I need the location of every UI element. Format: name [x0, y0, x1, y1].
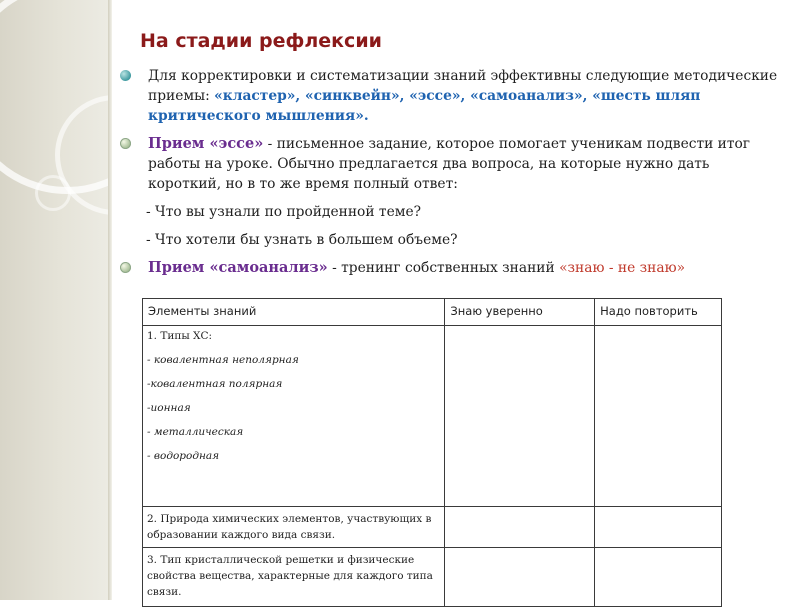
header-know-confidently: Знаю уверенно: [445, 299, 595, 326]
paragraph-text: - письменное задание, которое помогает ученикам подвести итог работы на уроке. Обычно предлагается два вопроса, на которые нужно дать короткий, но в то же время полный ответ:: [148, 136, 751, 192]
bullet-icon: [120, 262, 131, 273]
essay-heading: Прием «эссе»: [148, 135, 264, 152]
bullet-icon: [120, 70, 131, 81]
paragraph-self-analysis: [118, 258, 778, 278]
row-3-text: 3. Тип кристаллической решетки и физические свойства вещества, характерные для каждого типа связи.: [147, 554, 433, 598]
list-item: -ионная: [147, 402, 191, 414]
list-item: - металлическая: [147, 426, 244, 438]
list-item: - водородная: [147, 450, 220, 462]
question-2: - Что хотели бы узнать в большем объеме?: [146, 232, 458, 248]
header-need-repeat: Надо повторить: [595, 299, 722, 326]
row-2-text: 2. Природа химических элементов, участвующих в образовании каждого вида связи.: [147, 513, 432, 541]
table-cell-empty: [595, 548, 722, 607]
bullet-icon: [120, 138, 131, 149]
table-cell: [143, 326, 445, 507]
self-analysis-heading: Прием «самоанализ»: [148, 259, 328, 276]
table-row: [143, 507, 722, 548]
header-knowledge-elements: Элементы знаний: [143, 299, 445, 326]
table-row: [143, 548, 722, 607]
table-cell-empty: [595, 326, 722, 507]
table-cell-empty: [445, 326, 595, 507]
table-cell: [143, 548, 445, 607]
bond-types-heading: 1. Типы ХС:: [147, 330, 213, 342]
paragraph-methods: [118, 66, 778, 126]
knowledge-table: [142, 298, 722, 607]
sidebar-edge: [108, 0, 112, 600]
table-cell-empty: [445, 507, 595, 548]
table-cell-empty: [595, 507, 722, 548]
slide-title: На стадии рефлексии: [140, 30, 382, 52]
decorative-ring: [35, 175, 71, 211]
table-cell-empty: [445, 548, 595, 607]
paragraph-essay: [118, 134, 778, 194]
slide-content: [118, 66, 778, 286]
list-item: -ковалентная полярная: [147, 378, 283, 390]
methods-highlight: «кластер», «синквейн», «эссе», «самоанализ», «шесть шляп критического мышления».: [148, 88, 701, 124]
decorative-sidebar: [0, 0, 108, 600]
question-1: - Что вы узнали по пройденной теме?: [146, 204, 422, 220]
list-item: - ковалентная неполярная: [147, 354, 299, 366]
table-header-row: [143, 299, 722, 326]
paragraph-text: - тренинг собственных знаний: [327, 260, 560, 276]
table-row: [143, 326, 722, 507]
know-dont-know-highlight: «знаю - не знаю»: [559, 260, 686, 276]
table-cell: [143, 507, 445, 548]
paragraph-text: Для корректировки и систематизации знаний эффективны следующие методические приемы:: [148, 68, 778, 104]
